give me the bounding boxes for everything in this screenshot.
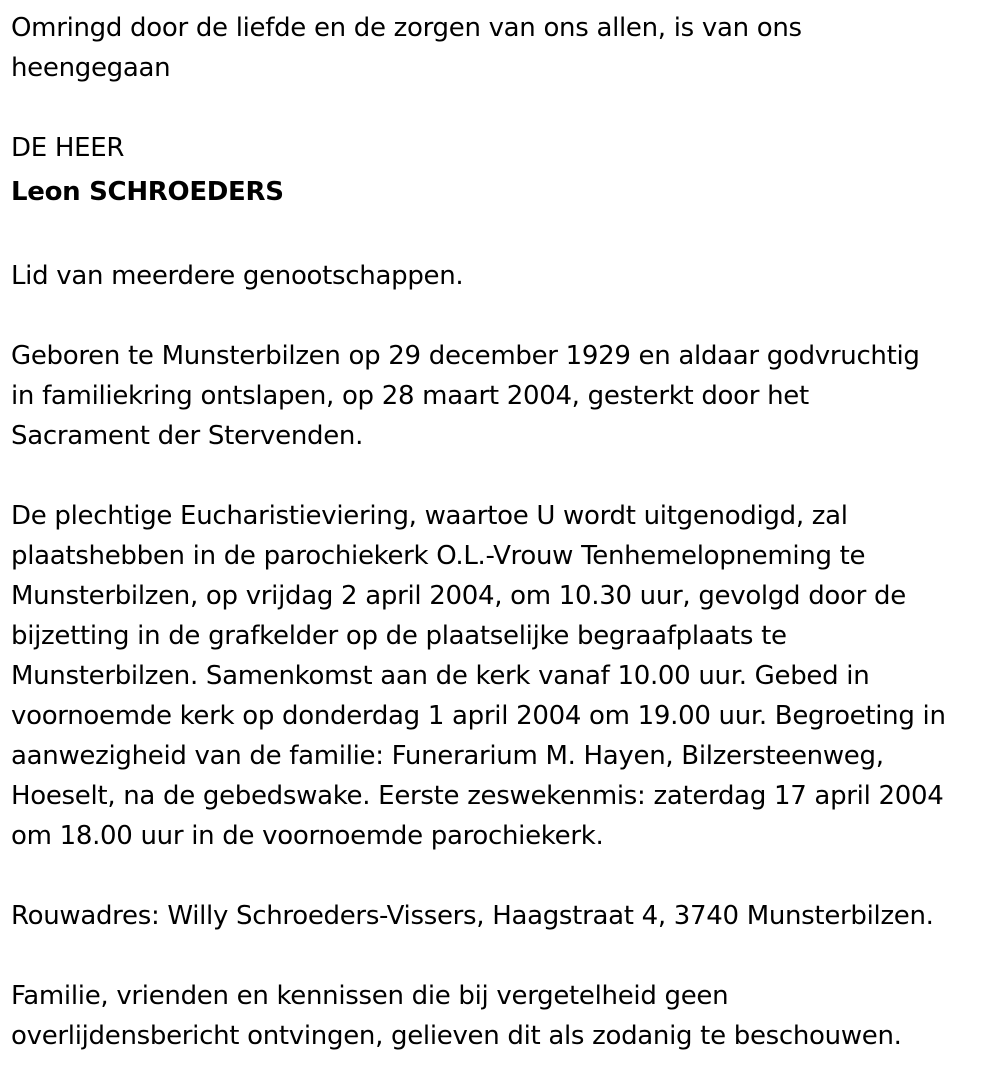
intro-line: heengegaan (11, 53, 171, 83)
birth-line: Sacrament der Stervenden. (11, 421, 364, 451)
birth-line: Geboren te Munsterbilzen op 29 december 1929 en aldaar godvruchtig (11, 341, 920, 371)
birth-death-paragraph (11, 336, 996, 456)
service-line: Hoeselt, na de gebedswake. Eerste zeswekenmis: zaterdag 17 april 2004 (11, 781, 944, 811)
service-line: Munsterbilzen. Samenkomst aan de kerk vanaf 10.00 uur. Gebed in (11, 661, 870, 691)
birth-line: in familiekring ontslapen, op 28 maart 2004, gesterkt door het (11, 381, 809, 411)
service-line: Munsterbilzen, op vrijdag 2 april 2004, om 10.30 uur, gevolgd door de (11, 581, 906, 611)
closing-paragraph (11, 976, 996, 1056)
membership-line: Lid van meerdere genootschappen. (11, 261, 464, 291)
paragraph-gap (11, 456, 996, 496)
intro-paragraph (11, 8, 996, 88)
mourning-address: Rouwadres: Willy Schroeders-Vissers, Haagstraat 4, 3740 Munsterbilzen. (11, 901, 934, 931)
service-line: plaatshebben in de parochiekerk O.L.-Vrouw Tenhemelopneming te (11, 541, 866, 571)
service-paragraph (11, 496, 996, 856)
paragraph-gap (11, 936, 996, 976)
obituary-notice (11, 8, 996, 1056)
service-line: voornoemde kerk op donderdag 1 april 2004 om 19.00 uur. Begroeting in (11, 701, 946, 731)
paragraph-gap (11, 856, 996, 896)
paragraph-gap (11, 296, 996, 336)
service-line: De plechtige Eucharistieviering, waartoe U wordt uitgenodigd, zal (11, 501, 848, 531)
closing-line: overlijdensbericht ontvingen, gelieven dit als zodanig te beschouwen. (11, 1021, 902, 1051)
paragraph-gap (11, 88, 996, 128)
service-line: bijzetting in de grafkelder op de plaatselijke begraafplaats te (11, 621, 787, 651)
intro-line: Omringd door de liefde en de zorgen van ons allen, is van ons (11, 13, 802, 43)
closing-line: Familie, vrienden en kennissen die bij vergetelheid geen (11, 981, 729, 1011)
service-line: om 18.00 uur in de voornoemde parochiekerk. (11, 821, 604, 851)
service-line: aanwezigheid van de familie: Funerarium M. Hayen, Bilzersteenweg, (11, 741, 884, 771)
paragraph-gap (11, 216, 996, 256)
honorific: DE HEER (11, 133, 125, 163)
deceased-name: Leon SCHROEDERS (11, 177, 284, 207)
